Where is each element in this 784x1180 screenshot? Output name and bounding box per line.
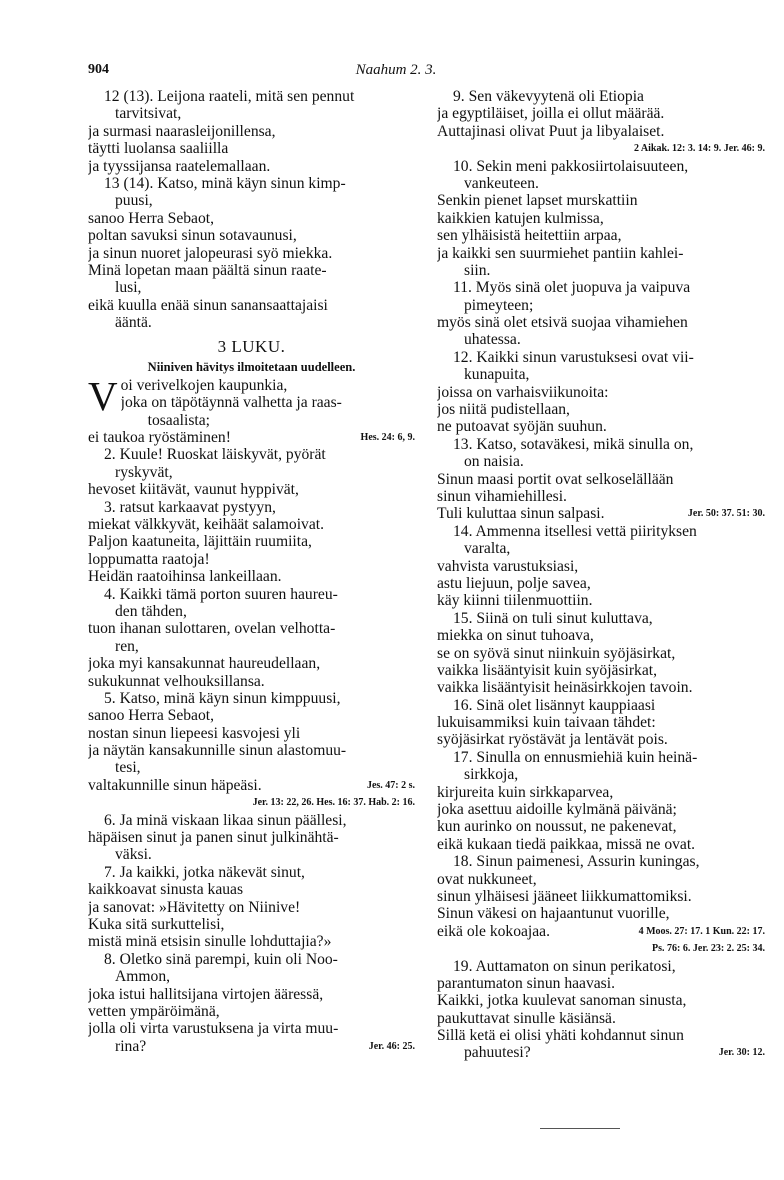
verse-text: joissa on varhaisviikunoita: bbox=[437, 383, 609, 401]
verse-line bbox=[88, 210, 415, 227]
verse-line bbox=[88, 899, 415, 916]
verse-line bbox=[437, 210, 765, 227]
verse-line bbox=[88, 603, 415, 620]
verse-text: tarvitsivat, bbox=[115, 105, 182, 123]
verse-text: ja surmasi naarasleijonillensa, bbox=[88, 122, 276, 140]
verse-line bbox=[437, 123, 765, 140]
verse-text: käy kiinni tiilenmuottiin. bbox=[437, 592, 593, 610]
verse-text: eikä ole kokoajaa. bbox=[437, 922, 551, 940]
verse-text: kaikkien katujen kulmissa, bbox=[437, 209, 604, 227]
verse-line bbox=[437, 158, 765, 175]
verse-line bbox=[437, 105, 765, 122]
verse-text: ja tyyssijansa raatelemallaan. bbox=[88, 157, 271, 175]
verse-line bbox=[437, 975, 765, 992]
verse-line bbox=[437, 992, 765, 1009]
verse-text: ja kaikki sen suurmiehet pantiin kahlei- bbox=[437, 244, 684, 262]
verse-line bbox=[437, 1044, 765, 1061]
verse-text: joka myi kansakunnat haureudellaan, bbox=[88, 655, 321, 673]
verse-line bbox=[437, 784, 765, 801]
verse-text: 11. Myös sinä olet juopuva ja vaipuva bbox=[453, 279, 691, 297]
verse-line bbox=[437, 262, 765, 279]
verse-text: 19. Auttamaton on sinun perikatosi, bbox=[453, 957, 676, 975]
verse-line bbox=[437, 418, 765, 435]
verse-text: oi verivelkojen kaupunkia, bbox=[120, 376, 288, 394]
verse-line bbox=[88, 533, 415, 550]
verse-line bbox=[88, 986, 415, 1003]
verse-text: Minä lopetan maan päältä sinun raate- bbox=[88, 261, 327, 279]
verse-line bbox=[437, 297, 765, 314]
left-verses-part1 bbox=[88, 88, 415, 331]
verse-line bbox=[437, 366, 765, 383]
verse-text: varalta, bbox=[464, 540, 511, 558]
verse-text: sanoo Herra Sebaot, bbox=[88, 707, 215, 725]
verse-line bbox=[437, 192, 765, 209]
verse-text: myös sinä olet etsivä suojaa vihamiehen bbox=[437, 314, 688, 332]
verse-line bbox=[88, 829, 415, 846]
verse-line bbox=[88, 499, 415, 516]
verse-line bbox=[437, 679, 765, 696]
left-verses-part2 bbox=[88, 372, 415, 1055]
verse-text: ja sanovat: »Hävitetty on Niinive! bbox=[88, 898, 301, 916]
verse-line bbox=[437, 662, 765, 679]
verse-line bbox=[437, 331, 765, 348]
verse-text: täytti luolansa saaliilla bbox=[88, 140, 229, 158]
verse-text: kirjureita kuin sirkkaparvea, bbox=[437, 783, 614, 801]
cross-reference-line bbox=[437, 140, 765, 157]
verse-text: mistä minä etsisin sinulle lohduttajia?» bbox=[88, 933, 332, 951]
verse-line bbox=[437, 818, 765, 835]
verse-text: ja egyptiläiset, joilla ei ollut määrää. bbox=[437, 105, 665, 123]
page-number: 904 bbox=[88, 62, 109, 77]
verse-line bbox=[121, 412, 415, 429]
verse-text: syöjäsirkat ryöstävät ja lentävät pois. bbox=[437, 731, 668, 749]
verse-text: 7. Ja kaikki, jotka näkevät sinut, bbox=[104, 863, 305, 881]
verse-line bbox=[88, 725, 415, 742]
verse-line bbox=[88, 245, 415, 262]
verse-line bbox=[437, 766, 765, 783]
verse-text: joka asettuu aidoille kylmänä päivänä; bbox=[437, 801, 677, 819]
verse-line bbox=[88, 846, 415, 863]
verse-line bbox=[88, 586, 415, 603]
verse-line bbox=[88, 777, 415, 794]
verse-line bbox=[437, 436, 765, 453]
verse-text: ja sinun nuoret jalopeurasi syö miekka. bbox=[88, 244, 333, 262]
verse-text: siin. bbox=[464, 261, 491, 279]
verse-text: Heidän raatoihinsa lankeillaan. bbox=[88, 568, 282, 586]
verse-line bbox=[88, 140, 415, 157]
verse-line bbox=[437, 488, 765, 505]
verse-text: sanoo Herra Sebaot, bbox=[88, 209, 215, 227]
verse-text: Senkin pienet lapset murskattiin bbox=[437, 192, 638, 210]
verse-line bbox=[437, 592, 765, 609]
verse-line bbox=[437, 227, 765, 244]
verse-text: 9. Sen väkevyytenä oli Etiopia bbox=[453, 88, 644, 105]
verse-line bbox=[88, 864, 415, 881]
verse-text: Tuli kuluttaa sinun salpasi. bbox=[437, 505, 605, 523]
verse-text: 13 (14). Katso, minä käyn sinun kimp- bbox=[104, 174, 346, 192]
verse-text: poltan savuksi sinun sotavaunusi, bbox=[88, 227, 297, 245]
verse-text: 12. Kaikki sinun varustuksesi ovat vii- bbox=[453, 348, 694, 366]
cross-reference: Hes. 24: 6, 9. bbox=[360, 432, 415, 444]
verse-text: Kuka sitä surkuttelisi, bbox=[88, 915, 225, 933]
verse-text: kun aurinko on noussut, ne pakenevat, bbox=[437, 818, 677, 836]
verse-text: 6. Ja minä viskaan likaa sinun päällesi, bbox=[104, 811, 347, 829]
verse-text: tosaalista; bbox=[147, 411, 210, 429]
cross-reference: Jer. 46: 25. bbox=[368, 1040, 415, 1052]
verse-line bbox=[121, 394, 415, 411]
verse-line bbox=[88, 429, 415, 446]
page-header bbox=[88, 62, 704, 82]
verse-line bbox=[437, 349, 765, 366]
verse-text: Ps. 76: 6. Jer. 23: 2. 25: 34. bbox=[652, 943, 765, 955]
verse-text: ryskyvät, bbox=[115, 463, 173, 481]
verse-line bbox=[121, 377, 415, 394]
verse-text: ne putoavat syöjän suuhun. bbox=[437, 418, 607, 436]
verse-text: vaikka lisääntyisit heinäsirkkojen tavoin. bbox=[437, 679, 693, 697]
verse-text: nostan sinun liepeesi kasvojesi yli bbox=[88, 724, 301, 742]
verse-text: eikä kuulla enää sinun sanansaattajaisi bbox=[88, 296, 328, 314]
verse-line bbox=[88, 812, 415, 829]
verse-text: 3. ratsut karkaavat pystyyn, bbox=[104, 498, 276, 516]
verse-text: ei taukoa ryöstäminen! bbox=[88, 429, 231, 447]
verse-line bbox=[437, 314, 765, 331]
cross-reference-line bbox=[437, 940, 765, 957]
verse-line bbox=[88, 227, 415, 244]
verse-line bbox=[88, 916, 415, 933]
verse-line bbox=[88, 1003, 415, 1020]
verse-text: tuon ihanan sulottaren, ovelan velhotta- bbox=[88, 620, 336, 638]
verse-line bbox=[88, 742, 415, 759]
verse-text: Paljon kaatuneita, läjittäin ruumiita, bbox=[88, 533, 312, 551]
cross-reference: Jer. 30: 12. bbox=[718, 1047, 765, 1059]
verse-line bbox=[437, 905, 765, 922]
verse-line bbox=[437, 575, 765, 592]
verse-line bbox=[437, 279, 765, 296]
cross-reference: Jes. 47: 2 s. bbox=[366, 779, 415, 791]
cross-reference: 4 Moos. 27: 17. 1 Kun. 22: 17. bbox=[638, 925, 765, 937]
verse-line bbox=[88, 262, 415, 279]
verse-text: lusi, bbox=[115, 279, 142, 297]
verse-line bbox=[437, 453, 765, 470]
right-column bbox=[437, 88, 765, 1062]
verse-text: jolla oli virta varustuksena ja virta muu- bbox=[88, 1020, 339, 1038]
verse-text: 15. Siinä on tuli sinut kuluttava, bbox=[453, 609, 653, 627]
verse-line bbox=[88, 707, 415, 724]
verse-text: 5. Katso, minä käyn sinun kimppuusi, bbox=[104, 689, 341, 707]
verse-line bbox=[88, 158, 415, 175]
verse-text: parantumaton sinun haavasi. bbox=[437, 974, 615, 992]
verse-line bbox=[437, 801, 765, 818]
verse-line bbox=[88, 192, 415, 209]
verse-text: on naisia. bbox=[464, 453, 524, 471]
verse-text: vetten ympäröimänä, bbox=[88, 1002, 220, 1020]
verse-text: sirkkoja, bbox=[464, 766, 519, 784]
verse-text: väksi. bbox=[115, 846, 152, 864]
verse-line bbox=[437, 871, 765, 888]
verse-line bbox=[437, 888, 765, 905]
verse-text: sinun vihamiehillesi. bbox=[437, 487, 567, 505]
verse-text: ovat nukkuneet, bbox=[437, 870, 537, 888]
verse-line bbox=[88, 446, 415, 463]
verse-line bbox=[88, 638, 415, 655]
verse-text: hevoset kiitävät, vaunut hyppivät, bbox=[88, 481, 299, 499]
cross-reference: Jer. 50: 37. 51: 30. bbox=[687, 508, 765, 520]
verse-text: 8. Oletko sinä parempi, kuin oli Noo- bbox=[104, 950, 338, 968]
verse-text: Auttajinasi olivat Puut ja libyalaiset. bbox=[437, 122, 665, 140]
verse-line bbox=[88, 464, 415, 481]
verse-line bbox=[88, 481, 415, 498]
verse-text: Jer. 13: 22, 26. Hes. 16: 37. Hab. 2: 16. bbox=[252, 797, 415, 809]
verse-line bbox=[88, 881, 415, 898]
verse-line bbox=[437, 175, 765, 192]
verse-line bbox=[88, 933, 415, 950]
verse-text: sukukunnat velhouksillansa. bbox=[88, 672, 265, 690]
verse-line bbox=[88, 1038, 415, 1055]
verse-line bbox=[88, 690, 415, 707]
verse-text: 2. Kuule! Ruoskat läiskyvät, pyörät bbox=[104, 446, 326, 464]
verse-text: 4. Kaikki tämä porton suuren haureu- bbox=[104, 585, 338, 603]
verse-text: ääntä. bbox=[115, 314, 152, 332]
verse-line bbox=[437, 523, 765, 540]
verse-line bbox=[88, 88, 415, 105]
verse-text: eikä kukaan tiedä paikkaa, missä ne ovat. bbox=[437, 835, 696, 853]
verse-line bbox=[437, 1010, 765, 1027]
verse-line bbox=[88, 551, 415, 568]
verse-line bbox=[437, 88, 765, 105]
verse-text: paukuttavat sinulle käsiänsä. bbox=[437, 1009, 616, 1027]
verse-line bbox=[437, 540, 765, 557]
verse-line bbox=[437, 384, 765, 401]
verse-line bbox=[88, 673, 415, 690]
verse-text: astu liejuun, polje savea, bbox=[437, 574, 591, 592]
verse-text: kaikkoavat sinusta kauas bbox=[88, 881, 244, 899]
verse-line bbox=[437, 697, 765, 714]
verse-text: pahuutesi? bbox=[464, 1044, 531, 1062]
verse-text: 14. Ammenna itsellesi vettä piirityksen bbox=[453, 522, 697, 540]
verse-text: lukuisammiksi kuin taivaan tähdet: bbox=[437, 714, 656, 732]
verse-text: 17. Sinulla on ennusmiehiä kuin heinä- bbox=[453, 748, 698, 766]
verse-line bbox=[437, 645, 765, 662]
running-title: Naahum 2. 3. bbox=[355, 62, 437, 78]
verse-text: häpäisen sinut ja panen sinut julkinähtä- bbox=[88, 829, 339, 847]
verse-line bbox=[437, 923, 765, 940]
verse-line bbox=[437, 714, 765, 731]
verse-line bbox=[88, 516, 415, 533]
verse-text: 16. Sinä olet lisännyt kauppiaasi bbox=[453, 696, 656, 714]
verse-line bbox=[88, 314, 415, 331]
verse-line bbox=[88, 297, 415, 314]
verse-line bbox=[437, 558, 765, 575]
verse-text: rina? bbox=[115, 1037, 147, 1055]
verse-text: miekka on sinut tuhoava, bbox=[437, 627, 594, 645]
verse-line bbox=[88, 655, 415, 672]
verse-text: se on syövä sinut niinkuin syöjäsirkat, bbox=[437, 644, 676, 662]
verse-line bbox=[437, 1027, 765, 1044]
verse-text: miekat välkkyvät, keihäät salamoivat. bbox=[88, 515, 324, 533]
verse-text: 10. Sekin meni pakkosiirtolaisuuteen, bbox=[453, 157, 689, 175]
footer-divider bbox=[540, 1128, 620, 1129]
verse-text: pimeyteen; bbox=[464, 296, 534, 314]
verse-text: vankeuteen. bbox=[464, 174, 539, 192]
verse-line bbox=[88, 279, 415, 296]
verse-line bbox=[437, 853, 765, 870]
verse-line bbox=[437, 749, 765, 766]
verse-text: jos niitä pudistellaan, bbox=[437, 401, 570, 419]
verse-text: 13. Katso, sotaväkesi, mikä sinulla on, bbox=[453, 435, 694, 453]
verse-text: tesi, bbox=[115, 759, 141, 777]
verse-text: ja näytän kansakunnille sinun alastomuu- bbox=[88, 742, 347, 760]
verse-text: vaikka lisääntyisit kuin syöjäsirkat, bbox=[437, 661, 658, 679]
verse-text: 2 Aikak. 12: 3. 14: 9. Jer. 46: 9. bbox=[633, 143, 765, 155]
verse-text: vahvista varustuksiasi, bbox=[437, 557, 579, 575]
cross-reference-line bbox=[88, 794, 415, 811]
verse-line bbox=[437, 505, 765, 522]
verse-line bbox=[437, 471, 765, 488]
chapter-title: 3 LUKU. bbox=[217, 337, 286, 357]
verse-text: 18. Sinun paimenesi, Assurin kuningas, bbox=[453, 853, 700, 871]
verse-line bbox=[88, 951, 415, 968]
chapter-subtitle: Niiniven hävitys ilmoitetaan uudelleen. bbox=[147, 360, 356, 375]
verse-line bbox=[88, 968, 415, 985]
verse-line bbox=[88, 759, 415, 776]
verse-line bbox=[88, 105, 415, 122]
verse-line bbox=[88, 123, 415, 140]
verse-text: 12 (13). Leijona raateli, mitä sen pennut bbox=[104, 88, 355, 105]
verse-text: Ammon, bbox=[115, 968, 171, 986]
verse-text: loppumatta raatoja! bbox=[88, 550, 210, 568]
verse-text: Kaikki, jotka kuulevat sanoman sinusta, bbox=[437, 992, 687, 1010]
verse-line bbox=[437, 401, 765, 418]
verse-text: valtakunnille sinun häpeäsi. bbox=[88, 776, 262, 794]
verse-line bbox=[437, 731, 765, 748]
verse-text: uhatessa. bbox=[464, 331, 521, 349]
verse-line bbox=[88, 568, 415, 585]
verse-text: sen ylhäisistä heitettiin arpaa, bbox=[437, 227, 622, 245]
verse-line bbox=[437, 958, 765, 975]
verse-text: joka on täpötäynnä valhetta ja raas- bbox=[120, 394, 342, 412]
verse-text: den tähden, bbox=[115, 602, 187, 620]
verse-line bbox=[437, 836, 765, 853]
verse-line bbox=[88, 620, 415, 637]
verse-text: joka istui hallitsijana virtojen ääressä, bbox=[88, 985, 324, 1003]
verse-line bbox=[88, 175, 415, 192]
verse-text: sinun ylhäisesi jääneet liikkumattomiksi. bbox=[437, 887, 692, 905]
verse-line bbox=[88, 1020, 415, 1037]
verse-text: Sinun maasi portit ovat selkoselällään bbox=[437, 470, 674, 488]
verse-text: Sillä ketä ei olisi yhäti kohdannut sinun bbox=[437, 1027, 684, 1045]
verse-line bbox=[437, 245, 765, 262]
drop-cap: V bbox=[88, 372, 118, 419]
verse-text: kunapuita, bbox=[464, 366, 530, 384]
verse-line bbox=[437, 627, 765, 644]
verse-text: ren, bbox=[115, 637, 139, 655]
right-verses bbox=[437, 88, 765, 1062]
verse-text: Sinun väkesi on hajaantunut vuorille, bbox=[437, 905, 670, 923]
left-column bbox=[88, 88, 415, 1055]
verse-line bbox=[437, 610, 765, 627]
verse-text: puusi, bbox=[115, 192, 153, 210]
